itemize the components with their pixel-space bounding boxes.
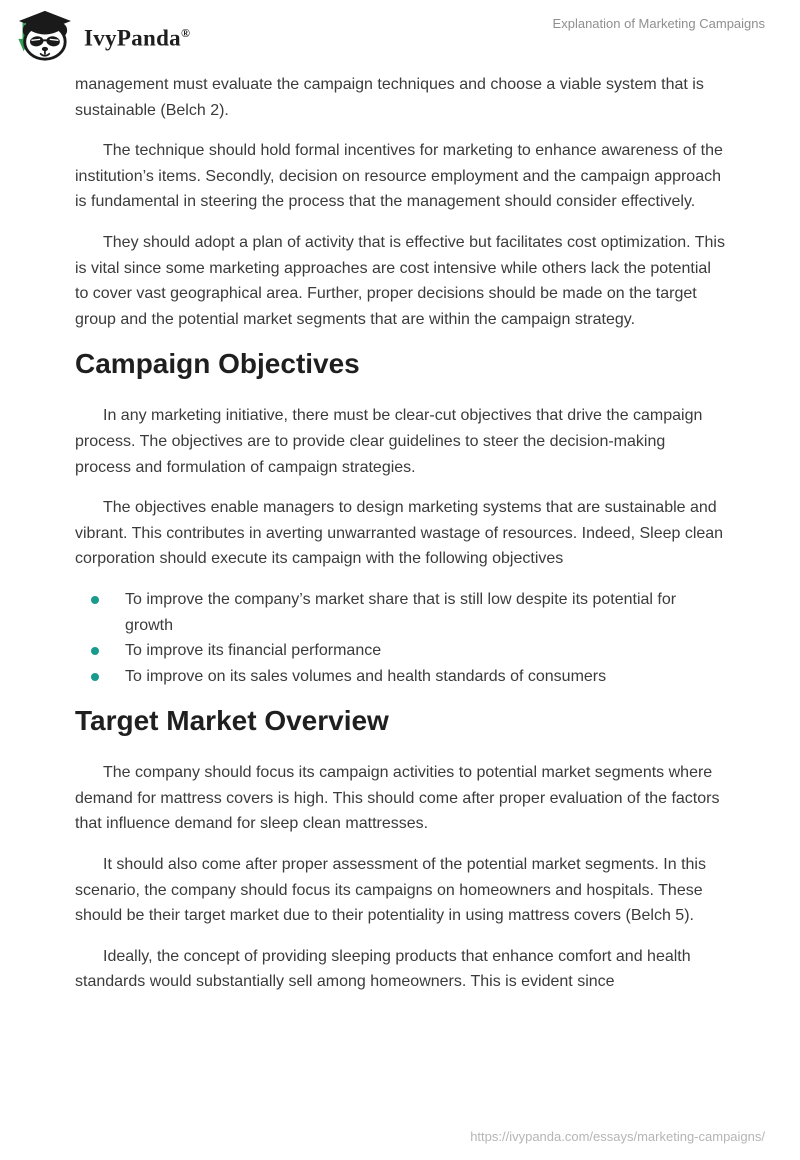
paragraph: management must evaluate the campaign techniques and choose a viable system that is sustainable (Belch 2). <box>75 76 704 119</box>
paragraph: It should also come after proper assessment of the potential market segments. In this scenario, the company should focus its campaigns on homeowners and hospitals. These should be their target market due to their potentiality in using mattress covers (Belch 5). <box>75 856 706 925</box>
ivypanda-logo-icon <box>12 9 74 63</box>
section-heading-target-market-overview: Target Market Overview <box>75 705 389 737</box>
objectives-list <box>75 587 725 689</box>
page-footer <box>470 1128 765 1146</box>
paragraph: The company should focus its campaign activities to potential market segments where demand for mattress covers is high. This should come after proper evaluation of the factors that influence demand for sleep clean mattresses. <box>75 764 720 833</box>
paragraph: Ideally, the concept of providing sleeping products that enhance comfort and health standards would substantially sell among homeowners. This is evident since <box>75 947 691 991</box>
list-item: To improve its financial performance <box>125 638 725 664</box>
paragraph: In any marketing initiative, there must be clear-cut objectives that drive the campaign process. The objectives are to provide clear guidelines to steer the decision-making process and formulation of campaign strategies. <box>75 407 703 476</box>
registered-mark: ® <box>180 26 191 40</box>
essay-content <box>75 72 725 995</box>
list-item: To improve the company’s market share that is still low despite its potential for growth <box>125 587 725 638</box>
paragraph: The objectives enable managers to design marketing systems that are sustainable and vibrant. This contributes in averting unwarranted wastage of resources. Indeed, Sleep clean corporation should execute its campaign with the following objectives <box>75 499 724 568</box>
list-item: To improve on its sales volumes and health standards of consumers <box>125 664 725 690</box>
paragraph: The technique should hold formal incentives for marketing to enhance awareness of the institution’s items. Secondly, decision on resource employment and the campaign approach is fundamental in steering the process that the management should consider effectively. <box>75 142 723 211</box>
section-heading-campaign-objectives: Campaign Objectives <box>75 348 360 380</box>
paragraph: They should adopt a plan of activity that is effective but facilitates cost optimization. This is vital since some marketing approaches are cost intensive while others lack the potential to cover vast geographical area. Further, proper decisions should be made on the target group and the potential market segments that are within the campaign strategy. <box>75 233 725 328</box>
brand <box>12 6 190 66</box>
source-url: https://ivypanda.com/essays/marketing-campaigns/ <box>470 1129 765 1144</box>
brand-name: IvyPanda® <box>84 25 191 51</box>
page-header <box>0 0 800 58</box>
running-head-title: Explanation of Marketing Campaigns <box>552 16 765 31</box>
